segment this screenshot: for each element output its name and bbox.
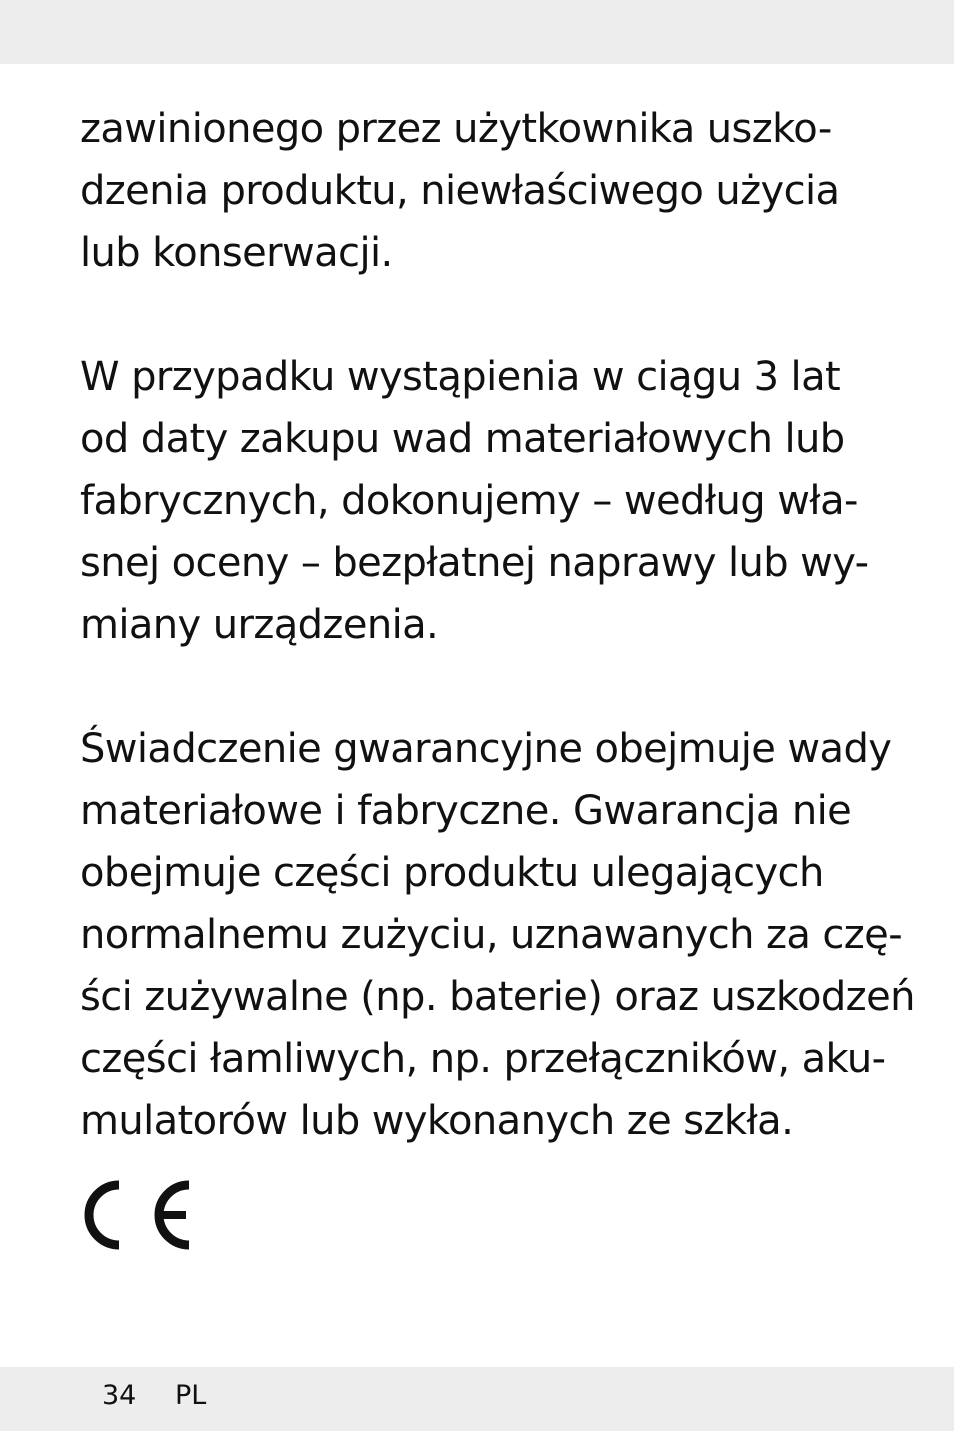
text-line: W przypadku wystąpienia w ciągu 3 lat — [80, 354, 841, 400]
language-code: PL — [174, 1380, 207, 1411]
text-line: normalnemu zużyciu, uznawanych za czę- — [80, 912, 903, 958]
text-line: mulatorów lub wykonanych ze szkła. — [80, 1098, 794, 1144]
text-line: lub konserwacji. — [80, 230, 393, 276]
text-line: materiałowe i fabryczne. Gwarancja nie — [80, 788, 852, 834]
paragraph-warranty-scope — [80, 718, 915, 1152]
page-number: 34 — [102, 1380, 137, 1411]
warranty-text — [80, 98, 915, 1152]
text-line: snej oceny – bezpłatnej naprawy lub wy- — [80, 540, 869, 586]
text-line: części łamliwych, np. przełączników, aku- — [80, 1036, 886, 1082]
text-line: od daty zakupu wad materiałowych lub — [80, 416, 845, 462]
text-line: miany urządzenia. — [80, 602, 439, 648]
header-band — [0, 0, 954, 64]
text-line: obejmuje części produktu ulegających — [80, 850, 824, 896]
text-line: dzenia produktu, niewłaściwego użycia — [80, 168, 840, 214]
page-footer — [102, 1379, 206, 1413]
text-line: ści zużywalne (np. baterie) oraz uszkodzeń — [80, 974, 915, 1020]
text-line: Świadczenie gwarancyjne obejmuje wady — [80, 726, 892, 772]
paragraph-repair-replacement — [80, 346, 890, 656]
ce-mark-icon — [80, 1176, 192, 1254]
text-line: zawinionego przez użytkownika uszko- — [80, 106, 832, 152]
text-line: fabrycznych, dokonujemy – według wła- — [80, 478, 858, 524]
paragraph-damage-exclusion — [80, 98, 890, 284]
